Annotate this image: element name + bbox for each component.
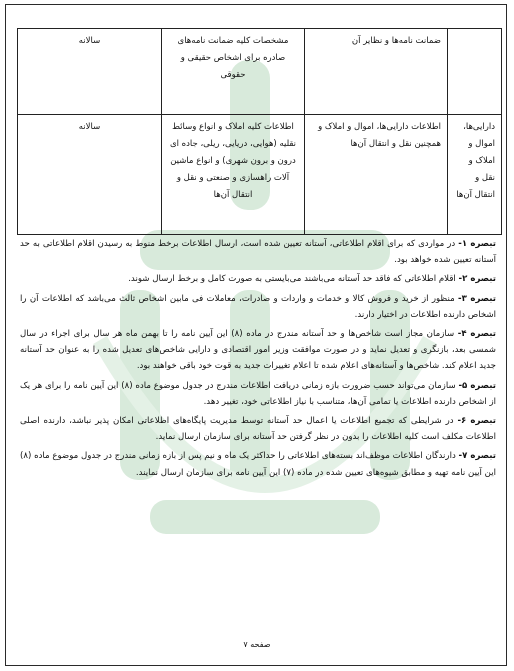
information-scope-table (17, 28, 502, 235)
info-type-cell: اطلاعات دارایی‌ها، اموال و املاک و همچنین نقل و انتقال آن‌ها (305, 115, 448, 235)
note-text: در مواردی که برای اقلام اطلاعاتی، آستانه تعیین شده است، ارسال اطلاعات برخط منوط به رسیدن اقلام اطلاعاتی به حد آستانه تعیین شده خواهد بود. (20, 239, 496, 266)
period-cell: سالانه (18, 115, 162, 235)
note-label: تبصره ۴- (457, 329, 496, 340)
note-label: تبصره ۲- (458, 274, 496, 285)
description-cell: اطلاعات کلیه املاک و انواع وسائط نقلیه (هوایی، دریایی، ریلی، جاده ای درون و برون شهری) و انواع ماشین آلات راهسازی و صنعتی و نقل و انتقال آن‌ها (162, 115, 305, 235)
note-text: اقلام اطلاعاتی که فاقد حد آستانه می‌باشند می‌بایستی به صورت کامل و برخط ارسال شوند. (128, 274, 456, 285)
item-cell: دارایی‌ها، اموال و املاک و نقل و انتقال آن‌ها (448, 115, 502, 235)
note-6 (20, 413, 496, 445)
note-label: تبصره ۳- (457, 293, 496, 304)
note-label: تبصره ۶- (457, 416, 496, 427)
note-2 (20, 271, 496, 287)
note-label: تبصره ۷- (458, 451, 496, 462)
note-4 (20, 326, 496, 375)
page-number: صفحه ۷ (243, 640, 271, 649)
note-7 (20, 448, 496, 480)
note-label: تبصره ۱- (458, 239, 496, 249)
note-text: دارندگان اطلاعات موظف‌اند بسته‌های اطلاعاتی را حداکثر یک ماه و نیم پس از بازه زمانی مندرج در جدول موضوع ماده (۸) این آیین نامه تهیه و مطابق شیوه‌های تعیین شده در ماده (۷) این آیین نامه برای سازمان ارسال نمایند. (20, 451, 496, 478)
table-row (18, 29, 502, 115)
note-text: منظور از خرید و فروش کالا و خدمات و واردات و صادرات، معاملات فی مابین اشخاص ثالث می‌باشد که اطلاعات آن را اشخاص دارنده اطلاعات در اختیار دارند. (20, 293, 496, 320)
info-type-cell: ضمانت نامه‌ها و نظایر آن (305, 29, 448, 115)
note-text: در شرایطی که تجمیع اطلاعات یا اعمال حد آستانه توسط مدیریت پایگاه‌های اطلاعاتی امکان پذیر نباشد، دارنده اصلی اطلاعات مکلف است کلیه اطلاعات را بدون در نظر گرفتن حد آستانه برای سازمان ارسال نماید. (20, 416, 496, 443)
item-cell (448, 29, 502, 115)
note-text: سازمان می‌تواند حسب ضرورت بازه زمانی دریافت اطلاعات مندرج در جدول موضوع ماده (۸) این آیین نامه را برای هر یک از اشخاص دارنده اطلاعات یا تمامی آن‌ها، متناسب با نیاز اطلاعاتی خود، تغییر دهد. (20, 380, 496, 407)
note-1 (20, 236, 496, 268)
note-5 (20, 378, 496, 410)
period-cell: سالانه (18, 29, 162, 115)
table-row (18, 115, 502, 235)
note-label: تبصره ۵- (458, 380, 496, 391)
notes-section (20, 236, 496, 484)
description-cell: مشخصات کلیه ضمانت نامه‌های صادره برای اشخاص حقیقی و حقوقی (162, 29, 305, 115)
note-3 (20, 291, 496, 323)
note-text: سازمان مجاز است شاخص‌ها و حد آستانه مندرج در ماده (۸) این آیین نامه را تا بهمن ماه هر سال برای اجراء در سال شمسی بعد، بازنگری و تعدیل نماید و در صورت موافقت وزیر امور اقتصادی و دارایی شاخص‌های تعدیل شده را به عنوان حد آستانه جدید اعلام کند. شاخص‌ها و آستانه‌های اعلام شده تا اعلام تغییرات جدید به قوت خود باقی خواهند بود. (20, 329, 496, 372)
